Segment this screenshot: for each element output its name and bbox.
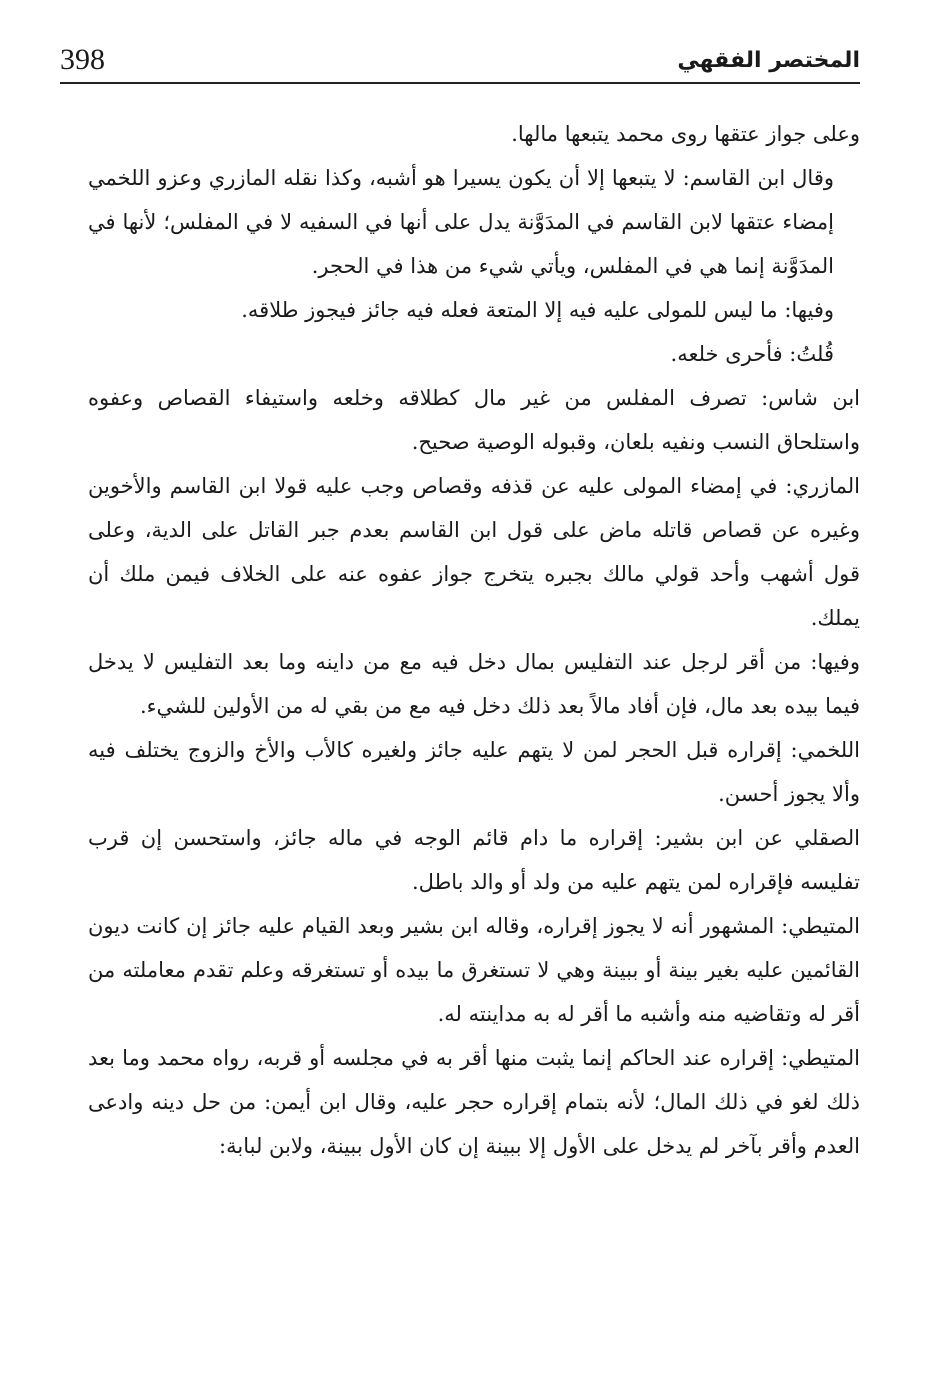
paragraph: وفيها: ما ليس للمولى عليه فيه إلا المتعة فعله فيه جائز فيجوز طلاقه.	[241, 298, 834, 322]
paragraph: وعلى جواز عتقها روى محمد يتبعها مالها.	[511, 122, 860, 146]
paragraph: اللخمي: إقراره قبل الحجر لمن لا يتهم عليه جائز ولغيره كالأب والأخ والزوج يختلف فيه وألا يجوز أحسن.	[88, 738, 860, 806]
paragraph: المازري: في إمضاء المولى عليه عن قذفه وقصاص وجب عليه قولا ابن القاسم والأخوين وغيره عن قصاص قاتله ماض على قول ابن القاسم بعدم جبر القاتل على الدية، وعلى قول أشهب وأحد قولي مالك بجبره يتخرج جواز عفوه عنه على الخلاف فيمن ملك أن يملك.	[88, 474, 860, 630]
paragraph: المتيطي: المشهور أنه لا يجوز إقراره، وقاله ابن بشير وبعد القيام عليه جائز إن كانت ديون القائمين عليه بغير بينة أو ببينة وهي لا تستغرق ما بيده أو تستغرقه وعلم تقدم معاملته من أقر له وتقاضيه منه وأشبه ما أقر له به مداينته له.	[88, 914, 860, 1026]
paragraph: ابن شاس: تصرف المفلس من غير مال كطلاقه وخلعه واستيفاء القصاص وعفوه واستلحاق النسب ونفيه بلعان، وقبوله الوصية صحيح.	[88, 386, 860, 454]
paragraph: المتيطي: إقراره عند الحاكم إنما يثبت منها أقر به في مجلسه أو قربه، رواه محمد وما بعد ذلك لغو في ذلك المال؛ لأنه بتمام إقراره حجر عليه، وقال ابن أيمن: من حل دينه وادعى العدم وأقر بآخر لم يدخل على الأول إلا ببينة إن كان الأول ببينة، ولابن لبابة:	[88, 1046, 860, 1158]
paragraph: الصقلي عن ابن بشير: إقراره ما دام قائم الوجه في ماله جائز، واستحسن إن قرب تفليسه فإقراره لمن يتهم عليه من ولد أو والد باطل.	[88, 826, 860, 894]
page-body	[88, 112, 860, 1168]
page-header	[60, 42, 860, 82]
paragraph: وقال ابن القاسم: لا يتبعها إلا أن يكون يسيرا هو أشبه، وكذا نقله المازري وعزو اللخمي إمضاء عتقها لابن القاسم في المدَوَّنة يدل على أنها في السفيه لا في المفلس؛ لأنها في المدَوَّنة إنما هي في المفلس، ويأتي شيء من هذا في الحجر.	[88, 166, 834, 278]
book-title: المختصر الفقهي	[677, 48, 860, 73]
header-divider	[60, 82, 860, 84]
paragraph: قُلتُ: فأحرى خلعه.	[670, 342, 834, 366]
page-number: 398	[60, 43, 105, 76]
paragraph: وفيها: من أقر لرجل عند التفليس بمال دخل فيه مع من داينه وما بعد التفليس لا يدخل فيما بيده بعد مال، فإن أفاد مالاً بعد ذلك دخل فيه مع من بقي له من الأولين للشيء.	[88, 650, 860, 718]
